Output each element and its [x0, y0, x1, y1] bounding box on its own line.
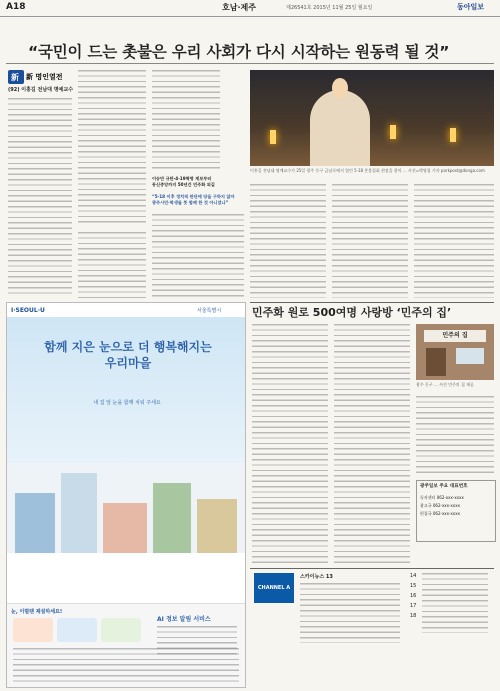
building — [103, 503, 147, 553]
house-caption: 광주 동구 ... 사진 민주의 집 제공 — [416, 382, 474, 387]
article-column-5 — [332, 184, 408, 298]
tv-slot: 16 — [410, 593, 417, 599]
ad-info-title: AI 정보 알림 서비스 — [157, 616, 211, 623]
section-title: 호남·제주 — [222, 3, 256, 12]
series-box — [8, 70, 72, 94]
article-column-2b — [78, 232, 146, 298]
article-column-4 — [250, 184, 326, 298]
person-head — [332, 78, 348, 98]
tv-slot: 14 — [410, 573, 417, 579]
info-box-title: 광주일보 주요 대표번호 — [420, 484, 468, 489]
house-column-2 — [334, 324, 410, 564]
info-box — [416, 480, 496, 542]
house-sign: 민주의 집 — [424, 330, 486, 342]
ad-footer-lines — [13, 648, 239, 682]
newspaper-name: 동아일보 — [457, 3, 485, 11]
building — [197, 499, 237, 553]
tv-listing — [250, 568, 494, 687]
candle-icon — [450, 128, 456, 142]
info-row: 독자센터 062-xxx-xxxx — [420, 495, 464, 500]
house-column-3 — [416, 396, 494, 476]
info-row: 편집국 062-xxx-xxxx — [420, 511, 460, 516]
tv-slot: 17 — [410, 603, 417, 609]
tv-slot-lines — [422, 573, 488, 633]
ad-info — [7, 603, 245, 688]
page-number: A18 — [6, 2, 26, 12]
ad-title: 함께 지은 눈으로 더 행복해지는 우리마을 — [44, 340, 212, 370]
candle-icon — [270, 130, 276, 144]
ad-brand: I·SEOUL·U — [11, 307, 45, 314]
candle-rally-photo — [250, 70, 494, 166]
divider — [250, 302, 494, 303]
house-headline: 민주화 원로 500여명 사랑방 ‘민주의 집’ — [252, 306, 452, 319]
ad-illust-card — [57, 618, 97, 642]
tv-slot: 18 — [410, 613, 417, 619]
series-title: 新 명인열전 — [26, 73, 63, 81]
window — [456, 348, 484, 364]
pull-quote: 이승만 규탄·4·19혁명 계보부터 동신중앙까지 50년간 민주화 외길 — [152, 176, 215, 187]
pull-quote-2: “5·18 이후 정치적 판단에 당을 구하지 않아 광주시민·학생들 뜻 함께 한 것 아니었나” — [152, 194, 235, 205]
ad-illustration — [7, 463, 245, 603]
ad-bottom-question: 눈, 이럴땐 제설하세요! — [11, 609, 63, 615]
tv-program: 스카이뉴스 13 — [300, 574, 333, 580]
channel-logo: CHANNEL A — [254, 573, 294, 603]
photo-caption: 이홍길 전남대 명예교수가 25일 광주 동구 금남로에서 열린 5·18 촛불집회 현장을 찾아 ... 사진=박영철 기자 parkpost@donga.com — [250, 168, 485, 173]
series-subtitle: (92) 이홍길 전남대 명예교수 — [8, 87, 74, 93]
page-header — [0, 0, 500, 17]
building — [15, 493, 55, 553]
series-logo-text: 新 — [11, 73, 19, 82]
person-figure — [310, 90, 370, 166]
issue-meta: 제26541호 2015년 11월 25일 월요일 — [286, 5, 373, 11]
article-column-1 — [8, 98, 72, 298]
snow-ground — [7, 553, 245, 603]
tv-program-lines — [300, 583, 400, 643]
divider — [6, 63, 494, 64]
ad-illust-card — [13, 618, 53, 642]
building — [153, 483, 191, 553]
house-column-1 — [252, 324, 328, 564]
ad-brand-right: 서울특별시 — [197, 308, 222, 314]
door — [426, 348, 446, 376]
building — [61, 473, 97, 553]
tv-slot: 15 — [410, 583, 417, 589]
article-column-6 — [414, 184, 494, 298]
info-row: 광고국 062-xxx-xxxx — [420, 503, 460, 508]
ad-illust-card — [101, 618, 141, 642]
article-column-2 — [78, 70, 146, 226]
ad-subtitle: 내 집 앞 눈을 함께 치워 주세요 — [93, 400, 161, 406]
main-headline: “국민이 드는 촛불은 우리 사회가 다시 시작하는 원동력 될 것” — [28, 43, 450, 61]
seoul-ad — [6, 302, 246, 688]
article-column-3 — [152, 70, 220, 170]
article-column-3b — [152, 214, 244, 298]
house-photo — [416, 324, 494, 380]
candle-icon — [390, 125, 396, 139]
